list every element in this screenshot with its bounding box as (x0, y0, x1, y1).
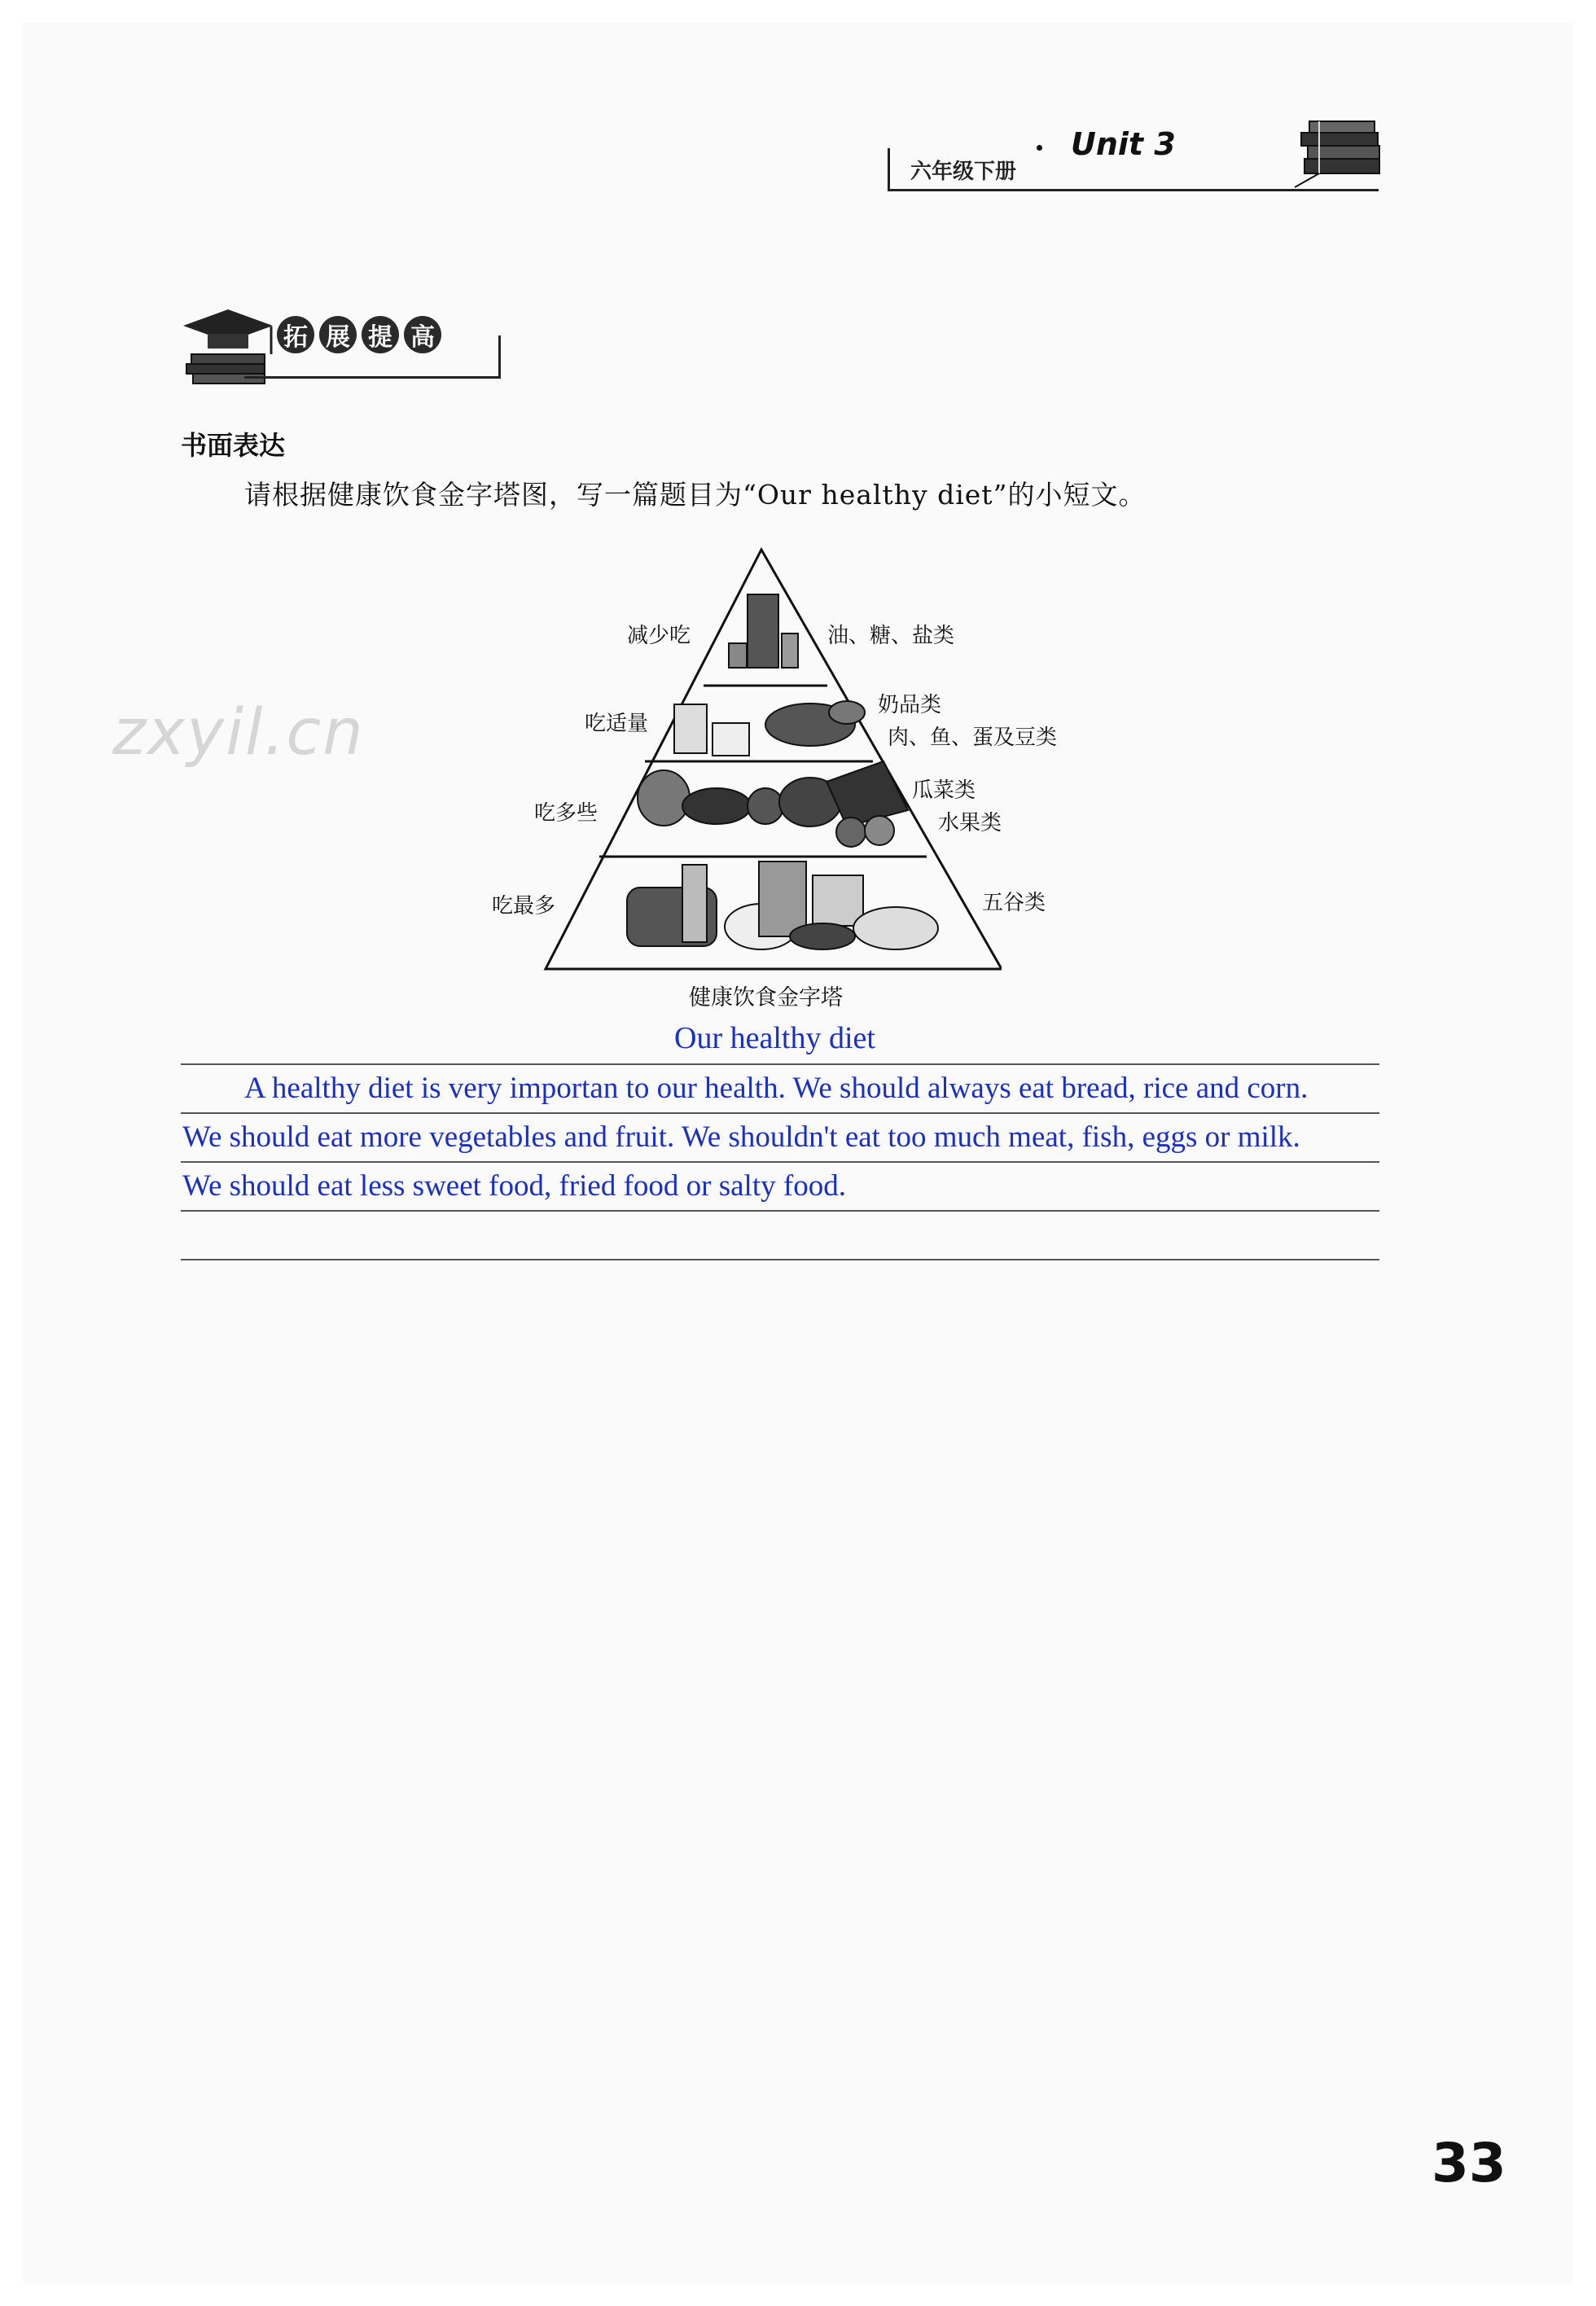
essay-line: We should eat more vegetables and fruit. We shouldn't eat too much meat, fish, eggs or milk. (182, 1120, 1300, 1154)
writing-rule (181, 1210, 1379, 1212)
section-title-char: 展 (319, 316, 357, 353)
level-1-foods: 油、糖、盐类 (827, 624, 955, 648)
grains-illustration (627, 861, 938, 949)
writing-rule (181, 1112, 1379, 1114)
section-title-char: 拓 (277, 316, 314, 353)
level-2-amount: 吃适量 (585, 712, 649, 736)
level-2-foods-dairy: 奶品类 (878, 693, 942, 717)
section-title-char: 高 (404, 316, 441, 353)
section-title-char: 提 (362, 316, 399, 353)
level-4-amount: 吃最多 (492, 894, 556, 918)
oils-sugar-salt-illustration (729, 594, 798, 668)
unit-label: Unit 3 (1071, 126, 1176, 162)
essay-line: We should eat less sweet food, fried food or salty food. (182, 1169, 846, 1203)
level-3-foods-fruit: 水果类 (938, 811, 1002, 835)
level-1-amount: 减少吃 (627, 624, 691, 648)
task-label: 书面表达 (181, 430, 286, 461)
writing-rule (181, 1063, 1379, 1065)
vegetables-fruit-illustration (638, 761, 908, 847)
page-number: 33 (1432, 2132, 1506, 2194)
level-4-foods: 五谷类 (982, 891, 1046, 915)
task-instruction: 请根据健康饮食金字塔图，写一篇题目为“Our healthy diet”的小短文。 (244, 479, 1147, 511)
pyramid-caption: 健康饮食金字塔 (689, 985, 843, 1011)
writing-rule (181, 1259, 1379, 1260)
writing-rule (181, 1161, 1379, 1163)
level-2-foods-protein: 肉、鱼、蛋及豆类 (888, 726, 1058, 750)
watermark: zxyil.cn (112, 696, 365, 769)
header-dot (1037, 145, 1042, 151)
essay-title: Our healthy diet (674, 1021, 875, 1055)
grade-label: 六年级下册 (910, 160, 1017, 184)
books-stack-icon (1295, 110, 1392, 191)
essay-line: A healthy diet is very importan to our health. We should always eat bread, rice and corn. (244, 1072, 1309, 1105)
dairy-meat-illustration (674, 701, 865, 756)
section-title (277, 316, 441, 353)
level-3-amount: 吃多些 (534, 801, 598, 826)
level-3-foods-vegetables: 瓜菜类 (912, 778, 976, 803)
